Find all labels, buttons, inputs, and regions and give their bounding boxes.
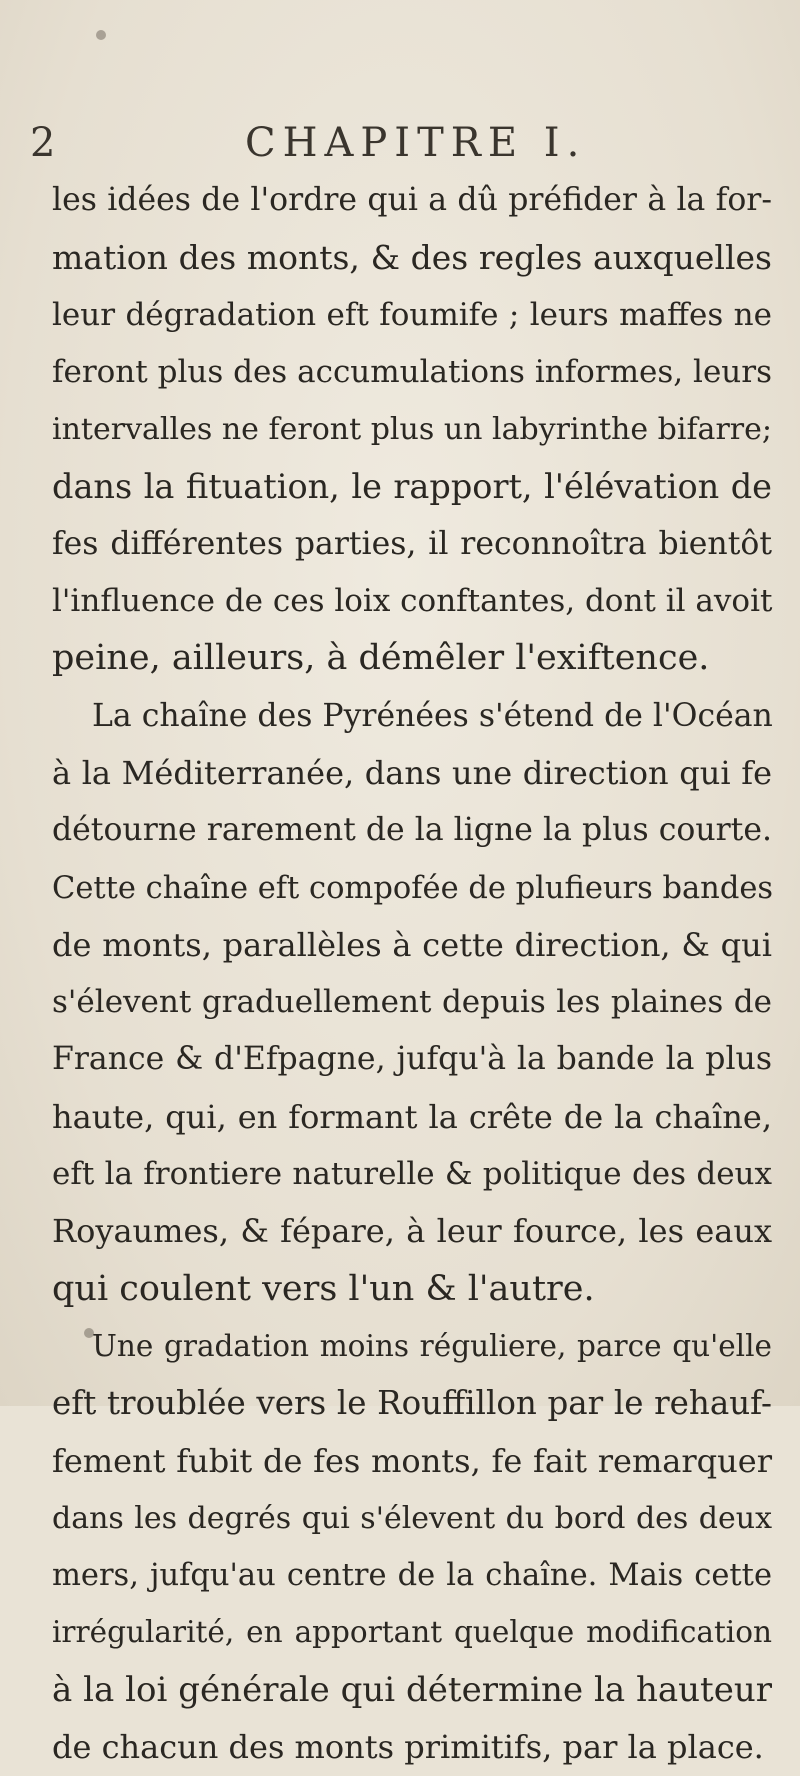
text-line: intervalles ne feront plus un labyrinthe bifarre; [52, 412, 772, 448]
text-line: La chaîne des Pyrénées s'étend de l'Océan [92, 697, 773, 734]
text-line: à la Méditerranée, dans une direction qui fe [52, 753, 772, 792]
text-line: les idées de l'ordre qui a dû préfider à la for- [52, 182, 772, 218]
text-line: de chacun des monts primitifs, par la place. [52, 1728, 764, 1767]
text-line: France & d'Efpagne, jufqu'à la bande la plus [52, 1041, 772, 1078]
page-header [0, 118, 800, 168]
text-line: eft troublée vers le Rouffillon par le rehauf- [52, 1384, 772, 1423]
text-line: dans la fituation, le rapport, l'élévation de [52, 467, 772, 507]
text-line: peine, ailleurs, à démêler l'exiftence. [52, 638, 710, 679]
ink-spot [96, 30, 106, 40]
text-line: fement fubit de fes monts, fe fait remarquer [52, 1441, 772, 1480]
running-head: CHAPITRE I. [245, 120, 587, 166]
text-line: s'élevent graduellement depuis les plaines de [52, 984, 772, 1021]
text-line: irrégularité, en apportant quelque modification [52, 1615, 772, 1650]
text-line: eft la frontiere naturelle & politique des deux [52, 1156, 772, 1193]
text-line: Cette chaîne eft compofée de plufieurs bandes [52, 870, 774, 906]
text-line: leur dégradation eft foumife ; leurs maffes ne [52, 296, 772, 333]
page-number: 2 [30, 120, 56, 166]
text-line: Royaumes, & fépare, à leur fource, les eaux [52, 1212, 772, 1251]
text-line: mers, jufqu'au centre de la chaîne. Mais cette [52, 1558, 772, 1594]
text-line: de monts, parallèles à cette direction, & qui [52, 925, 772, 964]
text-line: feront plus des accumulations informes, leurs [52, 353, 772, 390]
text-line: mation des monts, & des regles auxquelles [52, 238, 772, 278]
text-line: à la loi générale qui détermine la hauteur [52, 1669, 772, 1710]
text-line: haute, qui, en formant la crête de la chaîne, [52, 1097, 772, 1136]
text-line: Une gradation moins réguliere, parce qu'elle [92, 1328, 772, 1363]
text-line: l'influence de ces loix conftantes, dont il avoit [52, 583, 773, 620]
body-text [52, 172, 772, 1776]
text-line: qui coulent vers l'un & l'autre. [52, 1268, 595, 1309]
text-line: fes différentes parties, il reconnoîtra bientôt [52, 525, 772, 562]
text-line: dans les degrés qui s'élevent du bord des deux [52, 1500, 772, 1536]
text-line: détourne rarement de la ligne la plus courte. [52, 812, 772, 849]
